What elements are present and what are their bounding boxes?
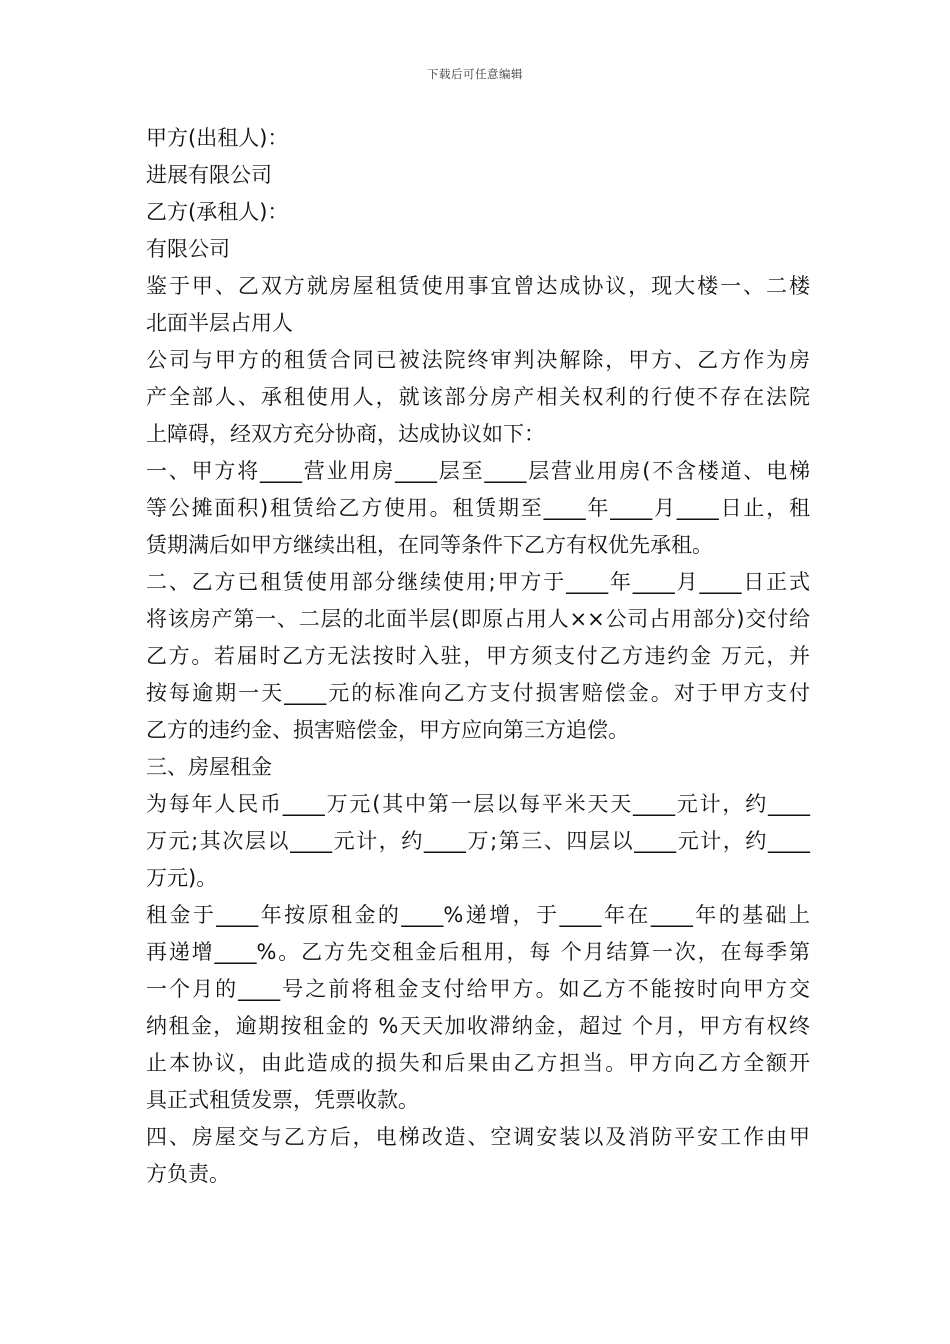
- text-line: 甲方(出租人)：: [146, 126, 289, 150]
- text-line: 四、房屋交与乙方后，电梯改造、空调安装以及消防平安工作由甲: [146, 1125, 810, 1149]
- text-line: 进展有限公司: [146, 163, 272, 187]
- text-line: 乙方(承租人)：: [146, 200, 289, 224]
- text-line: 有限公司: [146, 237, 230, 261]
- text-line: 止本协议，由此造成的损失和后果由乙方担当。甲方向乙方全额开: [146, 1051, 810, 1075]
- text-line: 租金于____年按原租金的____%递增，于____年在____年的基础上: [146, 903, 810, 927]
- text-line: 三、房屋租金: [146, 755, 272, 779]
- text-line: 乙方的违约金、损害赔偿金，甲方应向第三方追偿。: [146, 718, 629, 742]
- text-line: 二、乙方已租赁使用部分继续使用;甲方于____年____月____日正式: [146, 570, 810, 594]
- text-line: 乙方。若届时乙方无法按时入驻，甲方须支付乙方违约金 万元，并: [146, 644, 810, 668]
- document-body: [146, 120, 810, 1193]
- text-line: 鉴于甲、乙双方就房屋租赁使用事宜曾达成协议，现大楼一、二楼: [146, 274, 810, 298]
- text-line: 产全部人、承租使用人，就该部分房产相关权利的行使不存在法院: [146, 385, 810, 409]
- text-line: 为每年人民币____万元(其中第一层以每平米天天____元计，约____: [146, 792, 810, 816]
- text-line: 等公摊面积)租赁给乙方使用。租赁期至____年____月____日止，租: [146, 496, 810, 520]
- page-header-note: 下载后可任意编辑: [427, 67, 523, 81]
- text-line: 上障碍，经双方充分协商，达成协议如下：: [146, 422, 545, 446]
- text-line: 万元)。: [146, 866, 218, 890]
- text-line: 一个月的____号之前将租金支付给甲方。如乙方不能按时向甲方交: [146, 977, 810, 1001]
- text-line: 公司与甲方的租赁合同已被法院终审判决解除，甲方、乙方作为房: [146, 348, 810, 372]
- text-line: 按每逾期一天____元的标准向乙方支付损害赔偿金。对于甲方支付: [146, 681, 810, 705]
- text-line: 方负责。: [146, 1162, 230, 1186]
- text-line: 具正式租赁发票，凭票收款。: [146, 1088, 419, 1112]
- text-line: 万元;其次层以____元计，约____万;第三、四层以____元计，约____: [146, 829, 810, 853]
- text-line: 北面半层占用人: [146, 311, 293, 335]
- text-line: 一、甲方将____营业用房____层至____层营业用房(不含楼道、电梯: [146, 459, 810, 483]
- text-line: 再递增____%。乙方先交租金后租用，每 个月结算一次，在每季第: [146, 940, 810, 964]
- text-line: 赁期满后如甲方继续出租，在同等条件下乙方有权优先承租。: [146, 533, 713, 557]
- text-line: 纳租金，逾期按租金的 %天天加收滞纳金，超过 个月，甲方有权终: [146, 1014, 810, 1038]
- text-line: 将该房产第一、二层的北面半层(即原占用人××公司占用部分)交付给: [146, 607, 810, 631]
